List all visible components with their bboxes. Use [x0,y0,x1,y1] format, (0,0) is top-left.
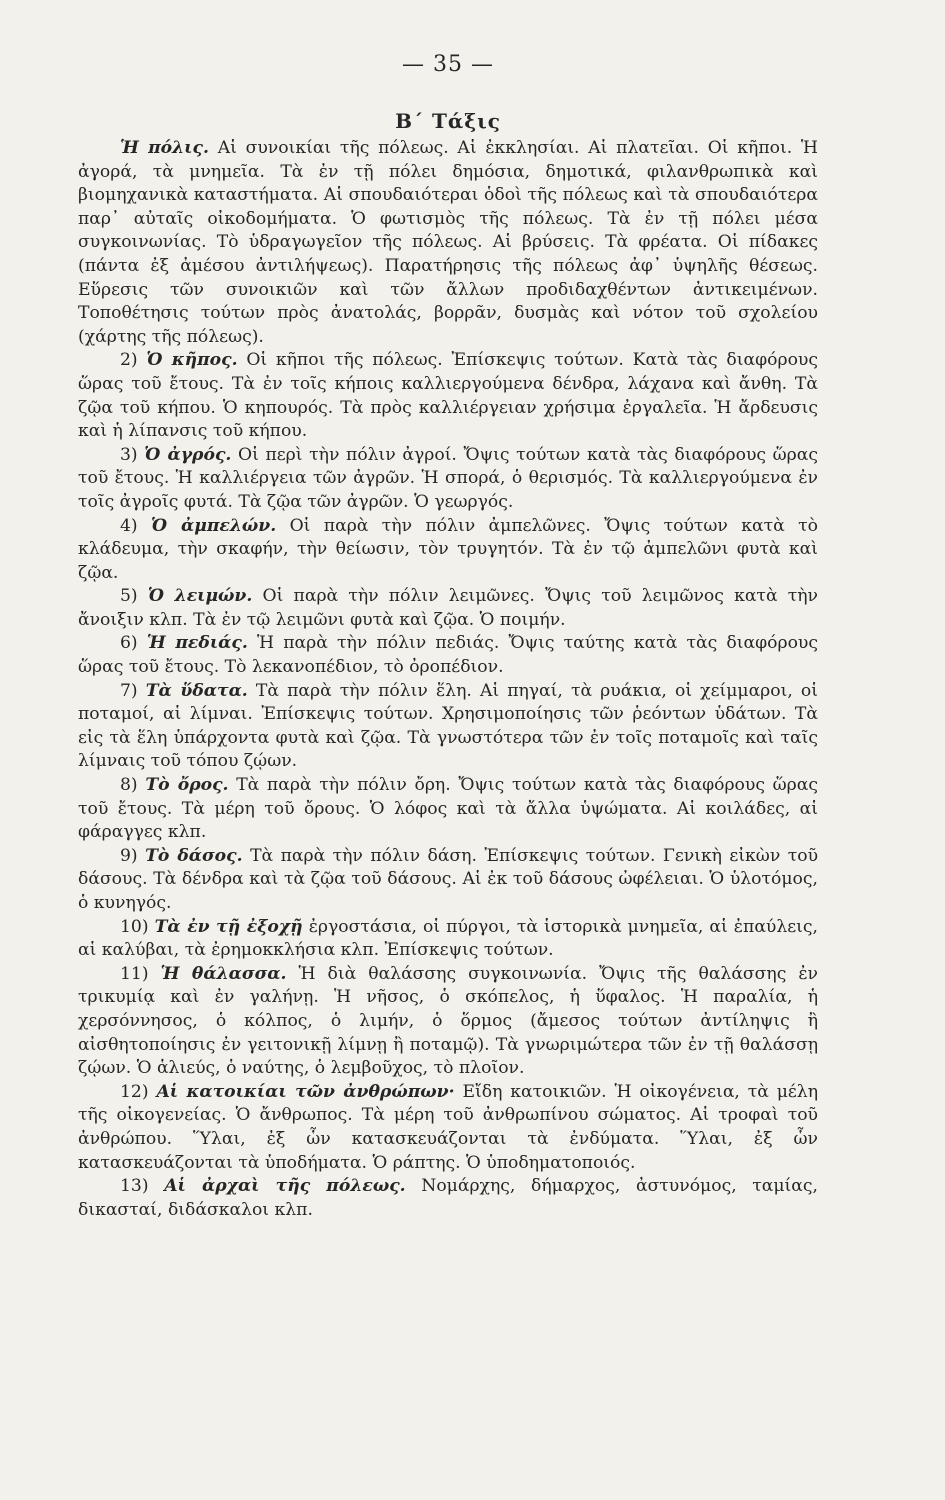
item-term: Τὸ δάσος. [145,845,243,866]
item-number: 10) [120,916,149,937]
list-item [78,774,818,845]
item-term: Ἡ πεδιάς. [146,633,248,654]
item-number: 7) [120,680,138,701]
item-term: Ὁ λειμών. [147,586,253,607]
intro-text: Αἱ συνοικίαι τῆς πόλεως. Αἱ ἐκκλησίαι. Αἱ πλατεῖαι. Οἱ κῆποι. Ἡ ἀγορά, τὰ μνημεῖα. Τὰ ἐν τῇ πόλει δημόσια, δημοτικά, φιλανθρωπικὰ καὶ βιομηχανικὰ καταστήματα. Αἱ σπουδαιότεραι ὁδοὶ τῆς πόλεως καὶ τὰ σπουδαιότερα παρ᾿ αὐταῖς οἰκοδομήματα. Ὁ φωτισμὸς τῆς πόλεως. Τὰ ἐν τῇ πόλει μέσα συγκοινωνίας. Τὸ ὑδραγωγεῖον τῆς πόλεως. Αἱ βρύσεις. Τὰ φρέατα. Οἱ πίδακες (πάντα ἐξ ἀμέσου ἀντιλήψεως). Παρατήρησις τῆς πόλεως ἀφ᾿ ὑψηλῆς θέσεως. Εὕρεσις τῶν συνοικιῶν καὶ τῶν ἄλλων προδιδαχθέντων ἀντικειμένων. Τοποθέτησις τούτων πρὸς ἀνατολάς, βορρᾶν, δυσμὰς καὶ νότον τοῦ σχολείου (χάρτης τῆς πόλεως). [78,138,818,347]
item-term: Τὸ ὄρος. [145,775,229,796]
item-number: 2) [120,350,138,371]
item-term: Ὁ ἀγρός. [144,444,232,465]
list-item [78,963,818,1081]
item-number: 9) [120,845,138,866]
intro-paragraph [78,137,818,349]
document-page [78,52,818,1222]
page-number: — 35 — [402,52,494,77]
item-text: Οἱ κῆποι τῆς πόλεως. Ἐπίσκεψις τούτων. Κατὰ τὰς διαφόρους ὥρας τοῦ ἔτους. Τὰ ἐν τοῖς κήποις καλλιεργούμενα δένδρα, λάχανα καὶ ἄνθη. Τὰ ζῷα τοῦ κήπου. Ὁ κηπουρός. Τὰ πρὸς καλλιέργειαν χρήσιμα ἐργαλεῖα. Ἡ ἄρδευσις καὶ ἡ λίπανσις τοῦ κήπου. [78,350,818,442]
item-text: Οἱ περὶ τὴν πόλιν ἀγροί. Ὄψις τούτων κατὰ τὰς διαφόρους ὥρας τοῦ ἔτους. Ἡ καλλιέργεια τῶν ἀγρῶν. Ἡ σπορά, ὁ θερισμός. Τὰ καλλιεργούμενα ἐν τοῖς ἀγροῖς φυτά. Τὰ ζῷα τῶν ἀγρῶν. Ὁ γεωργός. [78,444,818,512]
item-number: 4) [120,515,138,536]
item-text: Εἴδη κατοικιῶν. Ἡ οἰκογένεια, τὰ μέλη τῆς οἰκογενείας. Ὁ ἄνθρωπος. Τὰ μέρη τοῦ ἀνθρωπίνου σώματος. Αἱ τροφαὶ τοῦ ἀνθρώπου. Ὕλαι, ἐξ ὧν κατασκευάζονται τὰ ἐνδύματα. Ὕλαι, ἐξ ὧν κατασκευάζονται τὰ ὑποδήματα. Ὁ ράπτης. Ὁ ὑποδηματοποιός. [78,1081,819,1173]
item-term: Αἱ κατοικίαι τῶν ἀνθρώπων· [156,1081,455,1102]
item-text: Τὰ παρὰ τὴν πόλιν ὄρη. Ὄψις τούτων κατὰ τὰς διαφόρους ὥρας τοῦ ἔτους. Τὰ μέρη τοῦ ὄρους. Ὁ λόφος καὶ τὰ ἄλλα ὑψώματα. Αἱ κοιλάδες, αἱ φάραγγες κλπ. [78,775,818,843]
item-term: Αἱ ἀρχαὶ τῆς πόλεως. [164,1176,406,1197]
item-term: Τὰ ἐν τῇ ἐξοχῇ [154,916,303,937]
item-text: Ἡ διὰ θαλάσσης συγκοινωνία. Ὄψις τῆς θαλάσσης ἐν τρικυμίᾳ καὶ ἐν γαλήνῃ. Ἡ νῆσος, ὁ σκόπελος, ἡ ὕφαλος. Ἡ παραλία, ἡ χερσόννησος, ὁ κόλπος, ὁ λιμήν, ὁ ὅρμος (ἄμεσος τούτων ἀντίληψις ἢ αἰσθητοποίησις ἐν γειτονικῇ λίμνῃ ἢ ποταμῷ). Τὰ γνωριμώτερα τῶν ἐν τῇ θαλάσσῃ ζῴων. Ὁ ἁλιεύς, ὁ ναύτης, ὁ λεμβοῦχος, τὸ πλοῖον. [78,963,818,1079]
list-item [78,1175,818,1222]
list-item [78,632,818,679]
list-item [78,444,818,515]
item-term: Τὰ ὕδατα. [145,680,248,701]
item-text: Οἱ παρὰ τὴν πόλιν λειμῶνες. Ὄψις τοῦ λειμῶνος κατὰ τὴν ἄνοιξιν κλπ. Τὰ ἐν τῷ λειμῶνι φυτὰ καὶ ζῷα. Ὁ ποιμήν. [78,586,818,630]
item-text: Τὰ παρὰ τὴν πόλιν δάση. Ἐπίσκεψις τούτων. Γενικὴ εἰκὼν τοῦ δάσους. Τὰ δένδρα καὶ τὰ ζῷα τοῦ δάσους. Αἱ ἐκ τοῦ δάσους ὠφέλειαι. Ὁ ὑλοτόμος, ὁ κυνηγός. [78,845,819,913]
item-number: 11) [120,963,149,984]
item-term: Ὁ κῆπος. [146,350,238,371]
list-item [78,916,818,963]
list-item [78,515,818,586]
item-term: Ὁ ἀμπελών. [151,515,277,536]
item-text: Νομάρχης, δήμαρχος, ἀστυνόμος, ταμίας, δικασταί, διδάσκαλοι κλπ. [78,1176,818,1220]
list-item [78,585,818,632]
item-text: Τὰ παρὰ τὴν πόλιν ἕλη. Αἱ πηγαί, τὰ ρυάκια, οἱ χείμμαροι, οἱ ποταμοί, αἱ λίμναι. Ἐπίσκεψις τούτων. Χρησιμοποίησις τῶν ῥεόντων ὑδάτων. Τὰ εἰς τὰ ἕλη ὑπάρχοντα φυτὰ καὶ ζῷα. Τὰ γνωστότερα τῶν ἐν τοῖς ποταμοῖς καὶ ταῖς λίμναις τοῦ τόπου ζῴων. [78,680,819,772]
item-number: 6) [120,633,138,654]
item-number: 8) [120,775,138,796]
list-item [78,845,818,916]
list-item [78,680,818,774]
item-number: 13) [120,1176,149,1197]
intro-term: Ἡ πόλις. [120,138,209,158]
item-number: 5) [120,586,138,607]
section-title: Β΄ Τάξις [395,109,501,133]
item-text: Οἱ παρὰ τὴν πόλιν ἀμπελῶνες. Ὄψις τούτων κατὰ τὸ κλάδευμα, τὴν σκαφήν, τὴν θείωσιν, τὸν τρυγητόν. Τὰ ἐν τῷ ἀμπελῶνι φυτὰ καὶ ζῷα. [78,515,818,583]
item-text: Ἡ παρὰ τὴν πόλιν πεδιάς. Ὄψις ταύτης κατὰ τὰς διαφόρους ὥρας τοῦ ἔτους. Τὸ λεκανοπέδιον, τὸ ὀροπέδιον. [78,633,819,678]
item-number: 12) [120,1081,149,1102]
item-number: 3) [120,444,138,465]
item-term: Ἡ θάλασσα. [160,963,287,984]
list-item [78,349,818,443]
item-text: ἐργοστάσια, οἱ πύργοι, τὰ ἱστορικὰ μνημεῖα, αἱ ἐπαύλεις, αἱ καλύβαι, τὰ ἐρημοκκλήσια κλπ. Ἐπίσκεψις τούτων. [78,916,819,961]
list-item [78,1081,818,1175]
